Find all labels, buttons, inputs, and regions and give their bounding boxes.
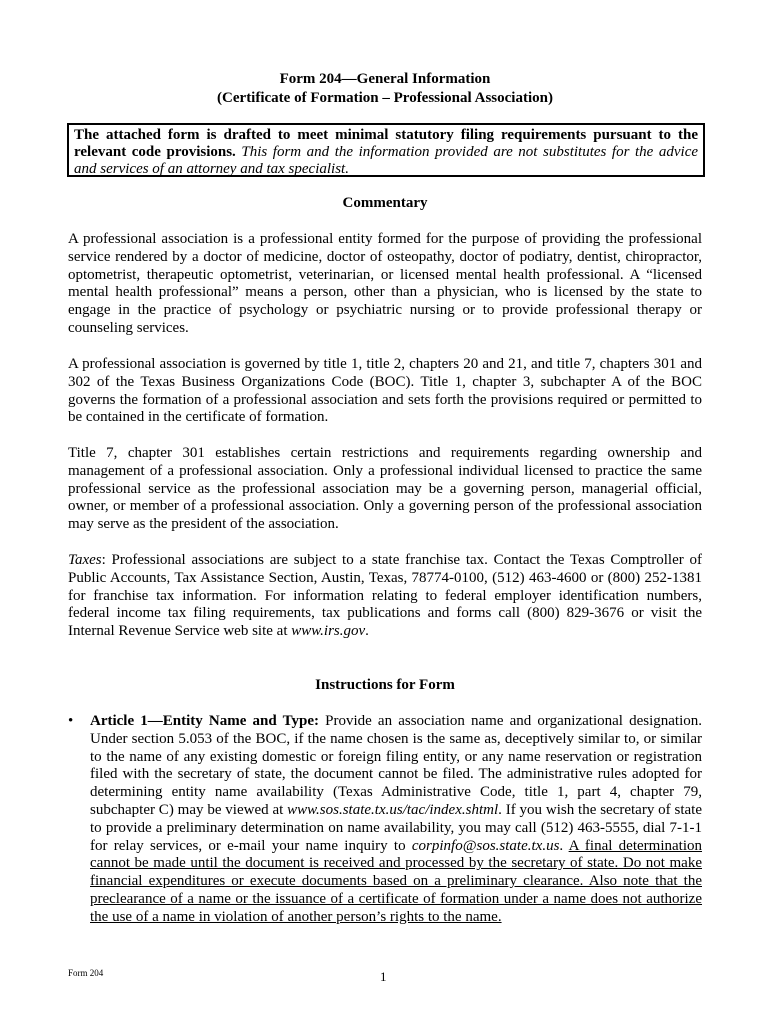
notice-italic-text: This form and the information provided are not substitutes for the advice and services of an attorney and tax specialist.: [74, 144, 699, 178]
article-1-instructions: [90, 713, 702, 927]
document-title: Form 204—General Information: [279, 71, 491, 87]
footer-form-label: Form 204: [68, 968, 104, 978]
document-subtitle: (Certificate of Formation – Professional Association): [217, 90, 553, 106]
taxes-text: : Professional associations are subject to a state franchise tax. Contact the Texas Comptroller of Public Accounts, Tax Assistance Section, Austin, Texas, 78774-0100, (512) 463-4600 or (800) 252-1381 for franchise tax information. For information relating to federal employer identification numbers, federal income tax filing requirements, tax publications and forms call (800) 829-3676 or visit the Internal Revenue Service web site at: [68, 552, 702, 640]
irs-link[interactable]: www.irs.gov: [291, 623, 366, 640]
commentary-paragraph: A professional association is governed by title 1, title 2, chapters 20 and 21, and title 7, chapters 301 and 302 of the Texas Business Organizations Code (BOC). Title 1, chapter 3, subchapter A of the BOC governs the formation of a professional association and sets forth the provisions required or permitted to be contained in the certificate of formation.: [68, 356, 702, 426]
notice-bold-text: The attached form is drafted to meet minimal statutory filing requirements pursuant to the relevant code provisions.: [74, 127, 698, 161]
commentary-paragraph: A professional association is a professional entity formed for the purpose of providing the professional service rendered by a doctor of medicine, doctor of osteopathy, doctor of podiatry, dentist, chiropractor, optometrist, therapeutic optometrist, veterinarian, or licensed mental health professional. A “licensed mental health professional” means a person, other than a physician, who is licensed by the state to engage in the practice of psychology or psychiatric nursing or to provide professional therapy or counseling services.: [68, 231, 702, 336]
commentary-heading: Commentary: [342, 195, 428, 211]
taxes-paragraph: [68, 552, 702, 641]
bullet-icon: •: [68, 713, 74, 729]
corpinfo-email-link[interactable]: corpinfo@sos.state.tx.us: [411, 837, 560, 854]
article-1-text: Provide an association name and organizational designation. Under section 5.053 of the BOC, if the name chosen is the same as, deceptively similar to, or similar to the name of any existing domestic or foreign filing entity, or any name reservation or registration filed with the secretary of state, the document cannot be filed. The administrative rules adopted for determining entity name availability (Texas Administrative Code, title 1, part 4, chapter 79, subchapter C) may be viewed at: [90, 713, 702, 818]
article-1-warning: A final determination cannot be made until the document is received and processed by the secretary of state. Do not make financial expenditures or execute documents based on a preliminary clearance. Also note that the preclearance of a name or the issuance of a certificate of formation under a name does not authorize the use of a name in violation of another person’s rights to the name.: [90, 837, 702, 925]
article-1-text: .: [559, 837, 569, 854]
article-1-text: . If you wish the secretary of state to provide a preliminary determination on name availability, you may call (512) 463-5555, dial 7-1-1 for relay services, or e-mail your name inquiry to: [90, 801, 702, 854]
taxes-label: Taxes: [68, 552, 102, 568]
instructions-heading: Instructions for Form: [315, 677, 455, 693]
article-1-label: Article 1—Entity Name and Type:: [90, 713, 319, 729]
commentary-paragraph: Title 7, chapter 301 establishes certain restrictions and requirements regarding ownership and management of a professional association. Only a professional individual licensed to practice the same professional service as the professional association may be a governing person, managerial official, owner, or member of a professional association. Only a governing person of the professional association may serve as the president of the association.: [68, 445, 702, 533]
tac-url-link[interactable]: www.sos.state.tx.us/tac/index.shtml: [287, 801, 499, 818]
notice-box: [67, 123, 705, 177]
page-number: 1: [380, 969, 387, 984]
taxes-end: .: [365, 623, 369, 640]
